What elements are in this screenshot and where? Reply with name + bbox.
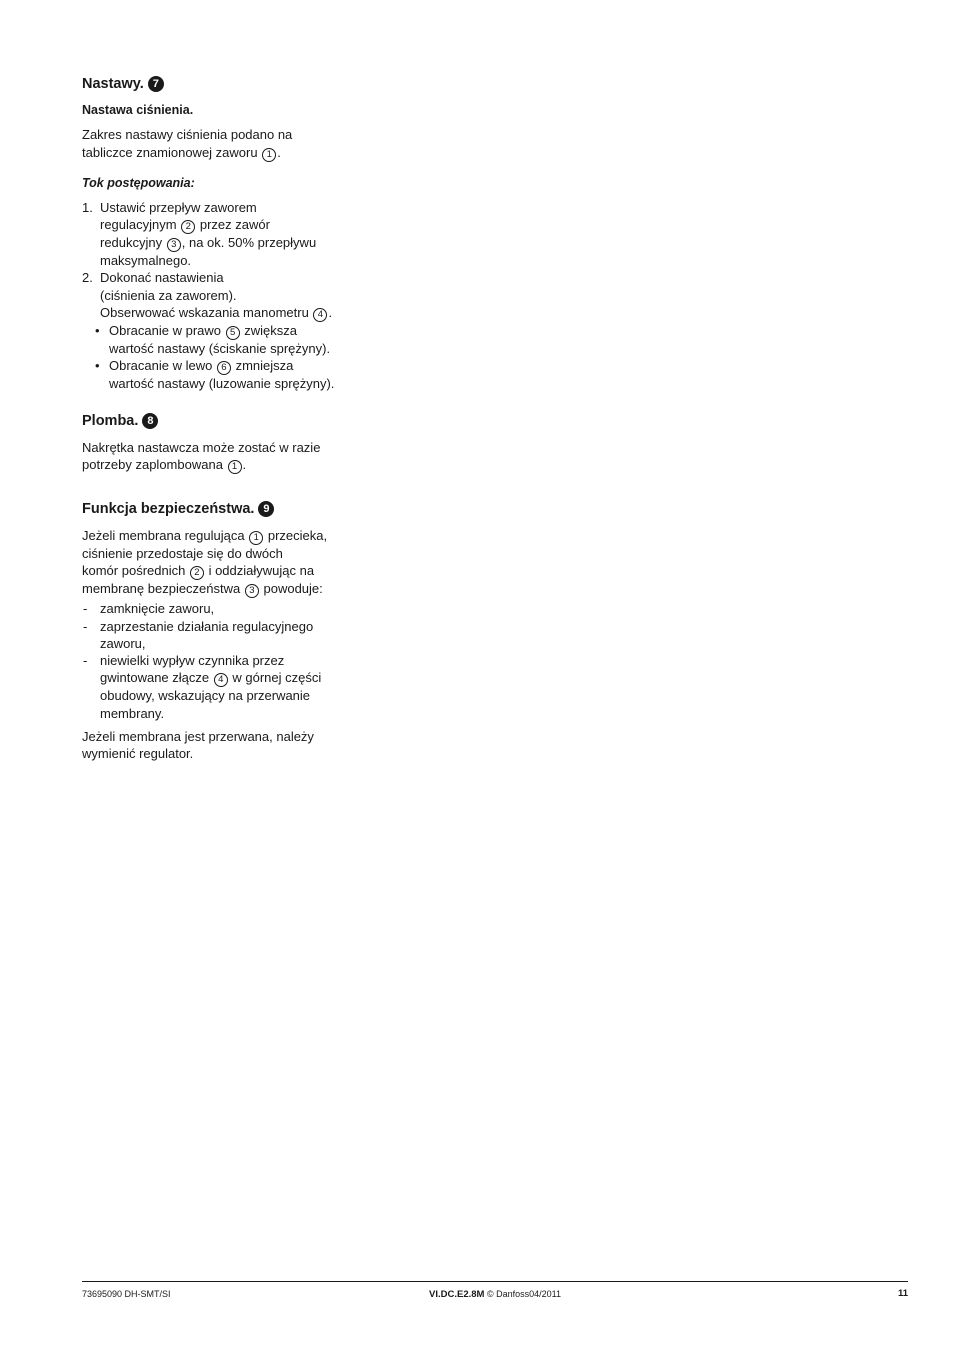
callout-number: 1	[249, 531, 263, 545]
callout-number: 6	[217, 361, 231, 375]
callout-number: 4	[313, 308, 327, 322]
list-item: • Obracanie w prawo 5 zwiększa wartość nastawy (ściskanie sprężyny).	[95, 323, 331, 357]
page-footer	[82, 1281, 908, 1300]
figure-badge: 7	[148, 76, 164, 92]
callout-number: 3	[167, 238, 181, 252]
callout-number: 3	[245, 584, 259, 598]
paragraph: Jeżeli membrana regulująca 1 przecieka, ciśnienie przedostaje się do dwóch komór pośrednich 2 i oddziaływując na membranę bezpieczeństwa 3 powoduje:	[82, 527, 328, 597]
page-number: 11	[897, 1288, 908, 1299]
list-item: - zamknięcie zaworu,	[83, 601, 215, 617]
section-title-text: Funkcja bezpieczeństwa.	[82, 500, 255, 517]
section-title-nastawy	[82, 74, 372, 94]
list-item: 1. Ustawić przepływ zaworem regulacyjnym 2 przez zawór redukcyjny 3 , na ok. 50% przepływu maksymalnego.	[82, 199, 317, 269]
footer-code: 73695090 DH-SMT/SI	[82, 1289, 171, 1299]
procedure-list	[82, 199, 372, 322]
doc-code: VI.DC.E2.8M	[429, 1289, 485, 1300]
list-item: - zaprzestanie działania regulacyjnego zaworu,	[83, 618, 314, 651]
paragraph: Nakrętka nastawcza może zostać w razie potrzeby zaplombowana 1 .	[82, 439, 321, 472]
dash-list	[82, 600, 372, 722]
footer-doc-info	[82, 1288, 908, 1301]
main-column	[82, 74, 372, 770]
figure-badge: 8	[142, 413, 158, 429]
callout-number: 2	[181, 220, 195, 234]
section-title-text: Plomba.	[82, 412, 139, 429]
procedure-title: Tok postępowania:	[82, 175, 195, 190]
callout-number: 1	[262, 148, 276, 162]
subtitle-pressure-setting: Nastawa ciśnienia.	[82, 103, 194, 117]
section-title-text: Nastawy.	[82, 76, 144, 92]
figure-badge: 9	[258, 501, 274, 517]
bullet-list	[82, 322, 372, 393]
section-title-safety	[82, 499, 372, 519]
copyright: © Danfoss04/2011	[486, 1289, 561, 1299]
paragraph: Jeżeli membrana jest przerwana, należy wymienić regulator.	[82, 729, 314, 762]
list-item: - niewielki wypływ czynnika przez gwintowane złącze 4 w górnej części obudowy, wskazujący na przerwanie membrany.	[83, 653, 322, 721]
list-item: 2. Dokonać nastawienia (ciśnienia za zaworem). Obserwować wskazania manometru 4 .	[82, 270, 333, 321]
callout-number: 4	[214, 673, 228, 687]
callout-number: 1	[228, 460, 242, 474]
list-item: • Obracanie w lewo 6 zmniejsza wartość nastawy (luzowanie sprężyny).	[95, 358, 335, 392]
callout-number: 5	[226, 326, 240, 340]
section-title-plomba	[82, 411, 372, 431]
callout-number: 2	[190, 566, 204, 580]
paragraph: Zakres nastawy ciśnienia podano na tabliczce znamionowej zaworu 1 .	[82, 127, 293, 160]
